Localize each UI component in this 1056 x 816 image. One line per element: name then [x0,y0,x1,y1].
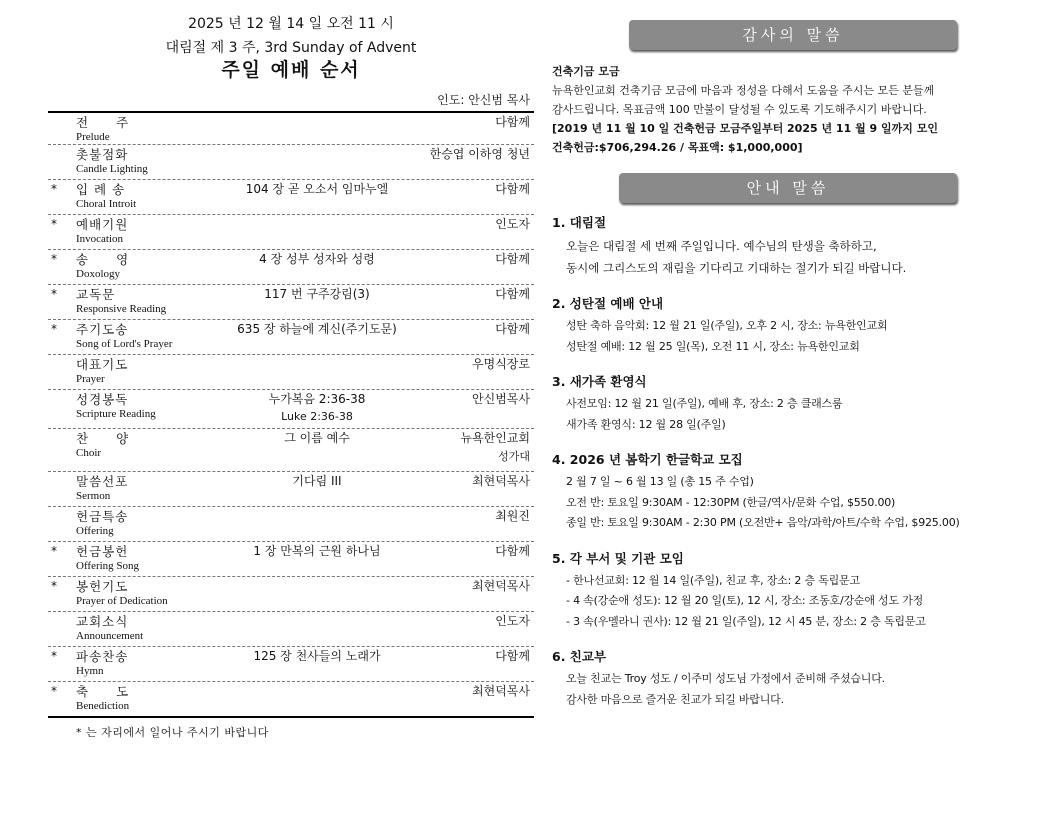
worship-order-panel [48,14,534,740]
order-row [48,542,534,577]
service-leader: 인도: 안신범 목사 [437,93,530,107]
standing-note: * 는 자리에서 일어나 주시기 바랍니다 [76,726,269,739]
notice-body [552,316,992,357]
notice-title: 3. 새가족 환영식 [552,374,647,389]
order-row [48,180,534,215]
notice-line: 감사한 마음으로 즐거운 친교가 되길 바랍니다. [566,692,784,706]
item-korean-name: 성경봉독 [76,392,129,407]
item-leader: 뉴욕한인교회 [460,431,530,445]
item-leader: 다함께 [495,115,530,129]
order-row [48,577,534,612]
item-english-name: Invocation [76,233,124,245]
item-korean-name: 주기도송 [76,322,129,337]
item-korean-name: 헌금특송 [76,509,129,524]
item-content: 117 번 구주강림(3) [264,287,370,301]
item-english-name: Benediction [76,700,130,712]
stand-marker: * [51,544,57,558]
item-content: 누가복음 2:36-38 [268,392,366,406]
item-leader: 인도자 [495,614,530,628]
building-fund-section [552,62,992,157]
item-korean-name: 축 도 [76,684,130,699]
order-row [48,507,534,542]
item-leader: 최현덕목사 [472,474,530,488]
notice-line: 오늘 친교는 Troy 성도 / 이주미 성도님 가정에서 준비해 주셨습니다. [566,672,885,685]
item-english-name: Prayer [76,373,105,385]
item-content: 그 이름 예수 [284,431,350,445]
order-of-service-list [48,111,534,718]
item-leader: 최현덕목사 [472,579,530,593]
item-leader: 한승엽 이하영 청년 [429,147,530,161]
notice-line: 성탄절 예배: 12 월 25 일(목), 오전 11 시, 장소: 뉴욕한인교회 [566,339,860,353]
order-row [48,429,534,472]
item-english-name: Offering Song [76,560,140,572]
advent-week: 대림절 제 3 주, 3rd Sunday of Advent [165,40,417,56]
order-row [48,145,534,180]
notice-line: 오전 반: 토요일 9:30AM - 12:30PM (한글/역사/문화 수업, $550.00) [566,495,896,509]
item-content: 4 장 성부 성자와 성령 [259,252,375,266]
page-title: 주일 예배 순서 [221,59,361,81]
item-leader-secondary: 성가대 [498,450,530,463]
item-korean-name: 입 례 송 [76,182,126,197]
fund-title: 건축기금 모금 [552,65,620,78]
order-row [48,215,534,250]
item-korean-name: 전 주 [76,115,130,130]
notice-title: 5. 각 부서 및 기관 모임 [552,550,684,566]
stand-marker: * [51,182,57,196]
item-korean-name: 찬 양 [76,431,130,446]
notice-line: - 3 속(우멜라니 권사): 12 월 21 일(주일), 12 시 45 분, 장소: 2 층 독립문고 [566,614,926,628]
item-leader: 다함께 [495,322,530,336]
service-date: 2025 년 12 월 14 일 오전 11 시 [188,16,394,32]
item-leader: 다함께 [495,182,530,196]
notice-line: 2 월 7 일 ~ 6 월 13 일 (총 15 주 수업) [566,475,754,488]
notices-banner: 안내 말씀 [619,173,957,203]
item-english-name: Song of Lord's Prayer [76,338,173,350]
item-leader: 최현덕목사 [472,684,530,698]
notice-line: 동시에 그리스도의 재림을 기다리고 기대하는 절기가 되길 바랍니다. [566,261,907,275]
fund-period: [2019 년 11 월 10 일 건축헌금 모금주일부터 2025 년 11 월 9 일까지 모인 [552,122,938,135]
item-korean-name: 대표기도 [76,357,129,372]
item-english-name: Offering [76,525,114,537]
fund-line: 뉴욕한인교회 건축기금 모금에 마음과 정성을 다해서 도움을 주시는 모든 분들께 [552,84,935,97]
stand-marker: * [51,252,57,266]
stand-marker: * [51,579,57,593]
notice-sections [552,215,992,710]
item-content: 1 장 만복의 근원 하나님 [253,544,381,558]
notice-title: 1. 대림절 [552,215,607,230]
order-row [48,390,534,429]
item-english-name: Announcement [76,630,144,642]
notice-body [552,394,992,435]
announcements-panel [552,20,992,710]
item-leader: 안신범목사 [472,392,530,406]
item-english-name: Candle Lighting [76,163,148,175]
item-english-name: Sermon [76,490,111,502]
order-row [48,682,534,716]
item-korean-name: 송 영 [76,252,130,267]
item-korean-name: 교회소식 [76,614,129,629]
stand-marker: * [51,684,57,698]
item-korean-name: 교독문 [76,287,116,302]
item-english-name: Prelude [76,131,110,143]
item-leader: 다함께 [495,544,530,558]
notice-body [552,472,992,534]
notice-line: 새가족 환영식: 12 월 28 일(주일) [566,417,726,431]
order-row [48,612,534,647]
item-korean-name: 헌금봉헌 [76,544,129,559]
item-content: 기다림 III [292,474,342,488]
item-leader: 다함께 [495,252,530,266]
notice-line: 사전모임: 12 월 21 일(주일), 예배 후, 장소: 2 층 클래스룸 [566,397,843,410]
item-korean-name: 말씀선포 [76,474,129,489]
order-row [48,355,534,390]
item-leader: 최원진 [495,509,530,523]
item-korean-name: 봉헌기도 [76,579,129,594]
item-english-name: Doxology [76,268,120,280]
order-row [48,250,534,285]
stand-marker: * [51,322,57,336]
stand-marker: * [51,217,57,231]
notice-line: 오늘은 대림절 세 번째 주일입니다. 예수님의 탄생을 축하하고, [566,239,877,253]
item-english-name: Hymn [76,665,104,677]
item-english-name: Choir [76,447,102,459]
item-korean-name: 예배기원 [76,217,129,232]
item-leader: 우명식장로 [472,357,530,371]
thanks-banner: 감사의 말씀 [629,20,957,50]
item-korean-name: 촛불점화 [76,147,129,162]
notice-body [552,571,992,633]
notice-line: - 4 속(강순애 성도): 12 월 20 일(토), 12 시, 장소: 조동호/강순애 성도 가정 [566,594,924,607]
item-leader: 인도자 [495,217,530,231]
stand-marker: * [51,649,57,663]
notice-body [552,669,992,710]
fund-total: 건축헌금:$706,294.26 / 목표액: $1,000,000] [552,141,803,154]
order-row [48,472,534,507]
notice-line: 종일 반: 토요일 9:30AM - 2:30 PM (오전반+ 음악/과학/아트/수학 수업, $925.00) [566,516,960,529]
order-row [48,320,534,355]
item-korean-name: 파송찬송 [76,649,129,664]
notice-title: 2. 성탄절 예배 안내 [552,296,664,311]
item-content: 635 장 하늘에 계신(주기도문) [237,322,397,336]
notice-line: - 한나선교회: 12 월 14 일(주일), 친교 후, 장소: 2 층 독립문고 [566,573,860,587]
stand-marker: * [51,287,57,301]
item-leader: 다함께 [495,287,530,301]
order-row [48,113,534,145]
item-content: 125 장 천사들의 노래가 [253,649,381,663]
item-english-name: Responsive Reading [76,303,167,315]
item-english-name: Prayer of Dedication [76,595,168,607]
item-content-secondary: Luke 2:36-38 [281,410,353,423]
item-english-name: Scripture Reading [76,408,156,420]
bulletin-header [48,14,534,82]
notice-line: 성탄 축하 음악회: 12 월 21 일(주일), 오후 2 시, 장소: 뉴욕한인교회 [566,319,888,332]
notice-body [552,235,992,279]
order-row [48,285,534,320]
notice-title: 6. 친교부 [552,649,607,664]
item-leader: 다함께 [495,649,530,663]
fund-line: 감사드립니다. 목표금액 100 만불이 달성될 수 있도록 기도해주시기 바랍니다. [552,103,927,116]
notice-title: 4. 2026 년 봄학기 한글학교 모집 [552,452,743,467]
order-row [48,647,534,682]
item-content: 104 장 곧 오소서 임마누엘 [245,182,389,196]
item-english-name: Choral Introit [76,198,137,210]
